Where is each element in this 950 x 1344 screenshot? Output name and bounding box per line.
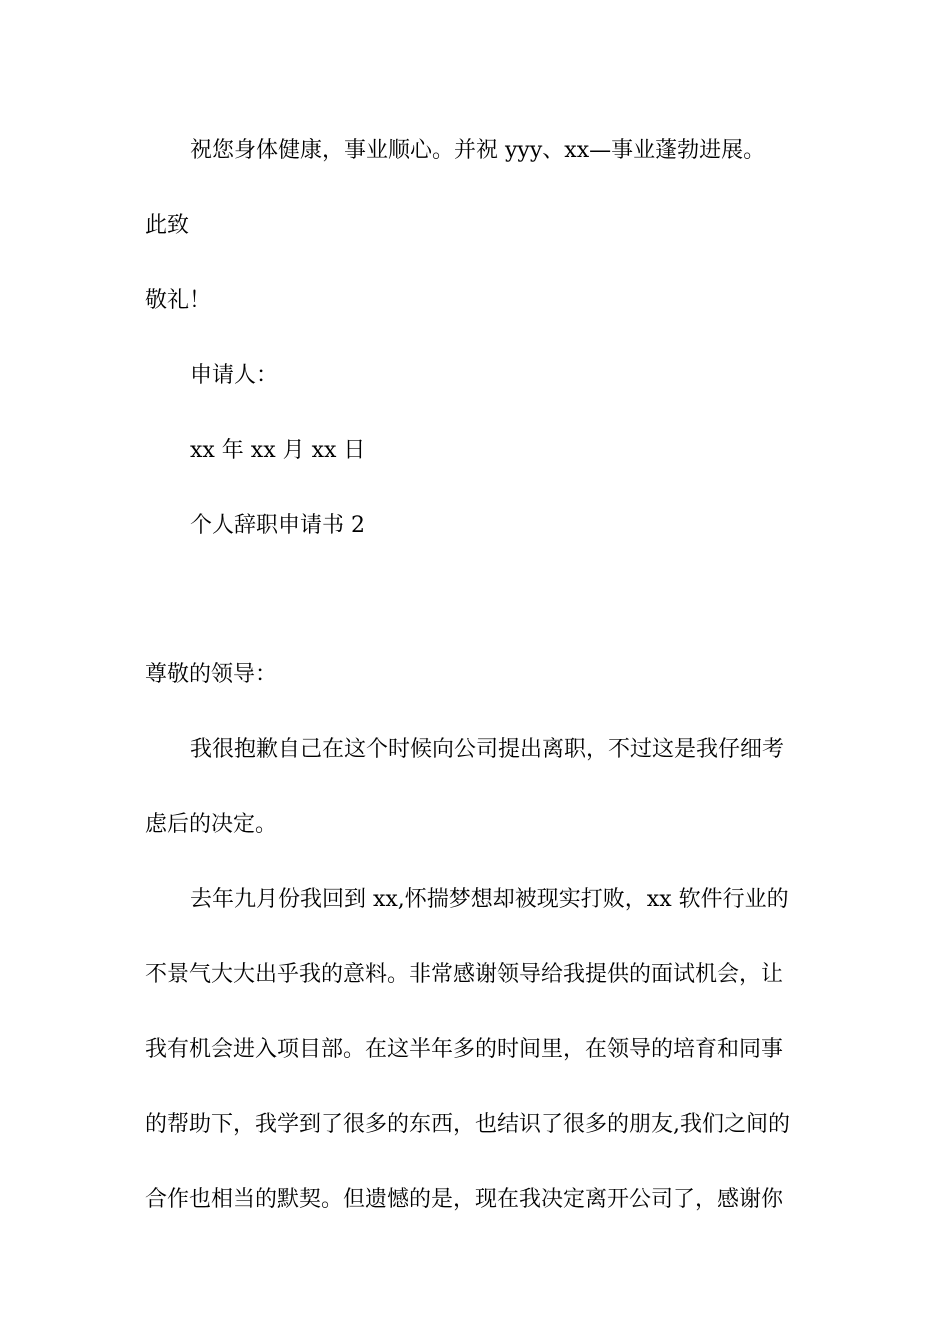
paragraph-2-line-3: 我有机会进入项目部。在这半年多的时间里，在领导的培育和同事	[145, 1037, 784, 1062]
paragraph-2-line-1: 去年九月份我回到 xx,怀揣梦想却被现实打败，xx 软件行业的	[190, 887, 789, 912]
closing-wish-line: 祝您身体健康，事业顺心。并祝 yyy、xx—事业蓬勃进展。	[190, 138, 766, 163]
section-title: 个人辞职申请书 2	[190, 513, 365, 538]
date-line: xx 年 xx 月 xx 日	[190, 438, 366, 463]
salutation-ci-zhi: 此致	[145, 213, 190, 238]
paragraph-1-line-1: 我很抱歉自己在这个时候向公司提出离职，不过这是我仔细考	[190, 737, 785, 762]
salutation-jing-li: 敬礼！	[145, 288, 212, 313]
greeting: 尊敬的领导：	[145, 662, 278, 687]
applicant-label: 申请人：	[190, 363, 279, 388]
paragraph-1-line-2: 虑后的决定。	[145, 812, 278, 837]
paragraph-2-line-2: 不景气大大出乎我的意料。非常感谢领导给我提供的面试机会，让	[145, 962, 784, 987]
paragraph-2-line-4: 的帮助下，我学到了很多的东西，也结识了很多的朋友,我们之间的	[145, 1112, 790, 1137]
paragraph-2-line-5: 合作也相当的默契。但遗憾的是，现在我决定离开公司了，感谢你	[145, 1187, 784, 1212]
